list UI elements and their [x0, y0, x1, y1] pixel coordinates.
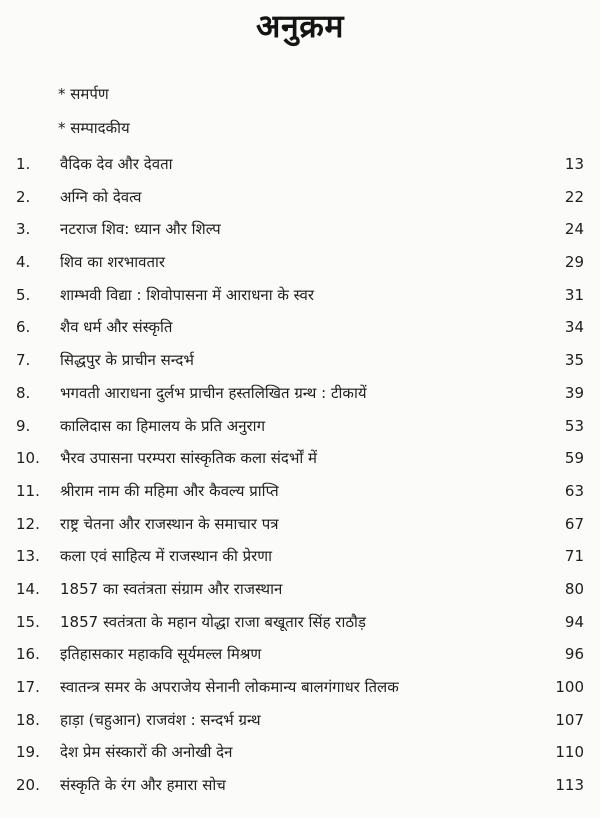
- toc-entry: [0, 573, 600, 606]
- toc-entry-page: 29: [564, 253, 584, 272]
- toc-entry: [0, 671, 600, 704]
- toc-entry-title: शिव का शरभावतार: [60, 253, 166, 272]
- toc-entry: [0, 475, 600, 508]
- toc-entry-number: 8.: [16, 383, 31, 402]
- toc-entry-title: शाम्भवी विद्या : शिवोपासना में आराधना के स्वर: [60, 285, 314, 304]
- toc-entry-title: कला एवं साहित्य में राजस्थान की प्रेरणा: [60, 547, 272, 566]
- toc-entry-title: स्वातन्त्र समर के अपराजेय सेनानी लोकमान्य बालगंगाधर तिलक: [60, 678, 399, 696]
- toc-entry-title: भगवती आराधना दुर्लभ प्राचीन हस्तलिखित ग्रन्थ : टीकायें: [60, 383, 367, 402]
- toc-entry-page: 110: [555, 743, 584, 762]
- toc-entry-title: संस्कृति के रंग और हमारा सोच: [60, 776, 226, 795]
- toc-entry-number: 20.: [16, 776, 40, 795]
- toc-entry: [0, 213, 600, 246]
- toc-entry-page: 80: [564, 579, 584, 598]
- toc-entry-number: 2.: [16, 187, 31, 206]
- toc-entry-number: 17.: [16, 678, 40, 696]
- toc-entry-page: 34: [564, 318, 584, 337]
- toc-entry-title: नटराज शिव: ध्यान और शिल्प: [60, 220, 221, 239]
- toc-entry: [0, 279, 600, 312]
- toc-entry: [0, 311, 600, 344]
- toc-entry: [0, 442, 600, 475]
- toc-entry-title: अग्नि को देवत्व: [60, 187, 142, 206]
- toc-entry-title: 1857 का स्वतंत्रता संग्राम और राजस्थान: [60, 579, 283, 598]
- toc-entry: [0, 638, 600, 671]
- toc-entry-page: 100: [555, 678, 584, 696]
- table-of-contents: [0, 148, 600, 802]
- toc-entry-number: 9.: [16, 416, 31, 435]
- toc-entry-number: 6.: [16, 318, 31, 337]
- toc-entry-page: 35: [564, 351, 584, 370]
- toc-entry-page: 39: [564, 383, 584, 402]
- toc-entry-title: सिद्धपुर के प्राचीन सन्दर्भ: [60, 351, 194, 370]
- toc-entry-number: 13.: [16, 547, 40, 566]
- toc-entry-page: 107: [555, 710, 584, 729]
- toc-entry-number: 10.: [16, 449, 40, 468]
- toc-entry-page: 113: [555, 776, 584, 795]
- toc-entry-number: 15.: [16, 612, 40, 631]
- toc-entry-page: 53: [564, 416, 584, 435]
- toc-entry-number: 19.: [16, 743, 40, 762]
- toc-entry: [0, 704, 600, 737]
- toc-entry: [0, 148, 600, 181]
- toc-entry-page: 31: [564, 285, 584, 304]
- toc-entry-page: 67: [564, 514, 584, 533]
- toc-entry-title: वैदिक देव और देवता: [60, 155, 173, 173]
- toc-entry-title: राष्ट्र चेतना और राजस्थान के समाचार पत्र: [60, 514, 279, 533]
- front-matter-editorial: * सम्पादकीय: [58, 119, 130, 137]
- toc-entry-title: भैरव उपासना परम्परा सांस्कृतिक कला संदर्भों में: [60, 449, 317, 468]
- toc-entry: [0, 540, 600, 573]
- toc-entry-number: 11.: [16, 481, 40, 500]
- toc-entry: [0, 181, 600, 214]
- toc-entry: [0, 246, 600, 279]
- toc-entry-page: 13: [564, 155, 584, 173]
- toc-entry-title: श्रीराम नाम की महिमा और कैवल्य प्राप्ति: [60, 481, 279, 500]
- toc-entry-page: 59: [564, 449, 584, 468]
- toc-entry-page: 94: [564, 612, 584, 631]
- toc-entry-page: 63: [564, 481, 584, 500]
- toc-entry-number: 12.: [16, 514, 40, 533]
- toc-entry-number: 18.: [16, 710, 40, 729]
- toc-entry: [0, 606, 600, 639]
- toc-entry-number: 16.: [16, 645, 40, 664]
- toc-entry: [0, 377, 600, 410]
- toc-entry-title: हाड़ा (चहुआन) राजवंश : सन्दर्भ ग्रन्थ: [60, 710, 261, 729]
- page-title: अनुक्रम: [256, 7, 344, 45]
- toc-entry-number: 4.: [16, 253, 31, 272]
- toc-entry-title: 1857 स्वतंत्रता के महान योद्धा राजा बखूतार सिंह राठौड़: [60, 612, 366, 631]
- toc-entry-page: 96: [564, 645, 584, 664]
- toc-entry-number: 14.: [16, 579, 40, 598]
- toc-entry: [0, 769, 600, 802]
- toc-entry: [0, 344, 600, 377]
- toc-entry-page: 22: [564, 187, 584, 206]
- toc-entry-title: शैव धर्म और संस्कृति: [60, 318, 173, 337]
- toc-entry-title: इतिहासकार महाकवि सूर्यमल्ल मिश्रण: [60, 645, 262, 664]
- toc-entry-number: 1.: [16, 155, 31, 173]
- toc-entry-page: 71: [564, 547, 584, 566]
- toc-entry-number: 3.: [16, 220, 31, 239]
- front-matter-dedication: * समर्पण: [58, 85, 109, 103]
- toc-entry: [0, 508, 600, 541]
- toc-entry-page: 24: [564, 220, 584, 239]
- toc-entry-number: 5.: [16, 285, 31, 304]
- toc-entry-title: देश प्रेम संस्कारों की अनोखी देन: [60, 743, 233, 762]
- toc-entry: [0, 410, 600, 443]
- toc-entry: [0, 736, 600, 769]
- toc-entry-title: कालिदास का हिमालय के प्रति अनुराग: [60, 416, 266, 435]
- toc-entry-number: 7.: [16, 351, 31, 370]
